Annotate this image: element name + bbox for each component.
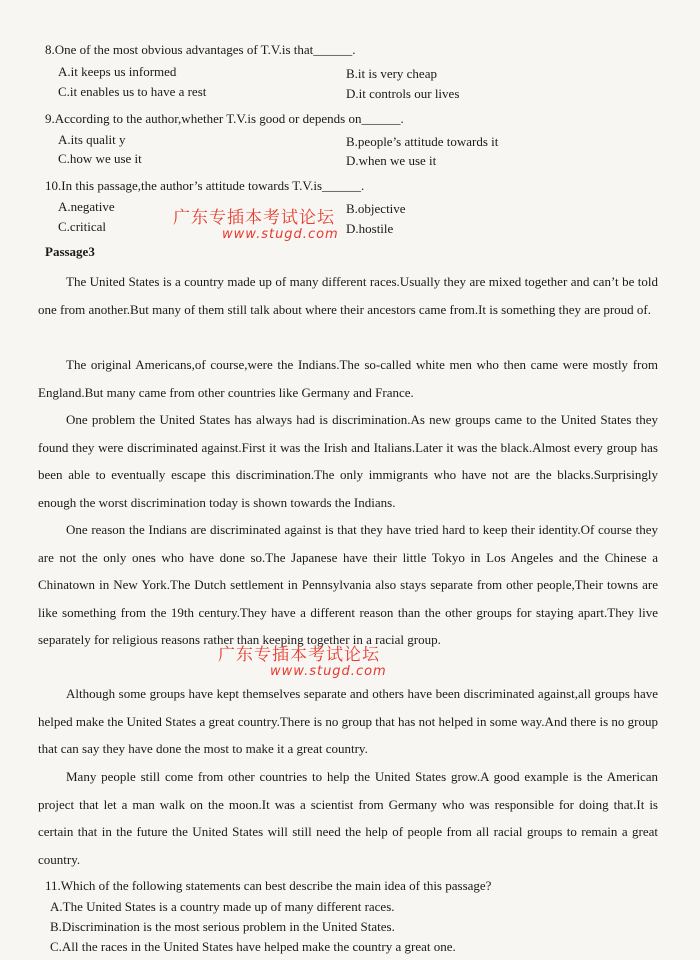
question-9-stem: 9.According to the author,whether T.V.is good or depends on______. (45, 111, 404, 126)
question-8-stem: 8.One of the most obvious advantages of T.V.is that______. (45, 42, 356, 57)
question-10-option-b: B.objective (346, 201, 406, 216)
question-11-option-a: A.The United States is a country made up of many different races. (50, 899, 395, 914)
question-10-stem: 10.In this passage,the author’s attitude towards T.V.is______. (45, 178, 365, 193)
question-9-option-d: D.when we use it (346, 153, 437, 168)
question-10-option-c: C.critical (58, 219, 107, 234)
paragraph: Although some groups have kept themselves separate and others have been discriminated against,all groups have helped make the United States a great country.There is no group that has not helped in some way.And there is no group that can say they have done the most to make it a great country. (38, 686, 658, 757)
question-8-option-a: A.it keeps us informed (58, 64, 177, 79)
question-8-option-c: C.it enables us to have a rest (58, 84, 207, 99)
watermark-chinese: 广东专插本考试论坛 (173, 208, 335, 228)
question-9-option-a: A.its qualit y (58, 132, 126, 147)
paragraph: One problem the United States has always had is discrimination.As new groups came to the United States they found they were discriminated against.First it was the Irish and Italians.Later it was the black.Almost every group has been able to eventually escape this discrimination.The only immigrants who have not are the blacks.Surprisingly enough the worst discrimination today is shown towards the Indians. (38, 412, 658, 510)
question-8-option-b: B.it is very cheap (346, 66, 437, 81)
paragraph: The United States is a country made up of many different races.Usually they are mixed together and can’t be told one from another.But many of them still talk about where their ancestors came from.It is something they are proud of. (38, 274, 658, 317)
question-9-option-b: B.people’s attitude towards it (346, 134, 499, 149)
question-10-option-a: A.negative (58, 199, 115, 214)
watermark-url: www.stugd.com (270, 664, 387, 679)
paragraph: Many people still come from other countries to help the United States grow.A good example is the American project that let a man walk on the moon.It was a scientist from Germany who was responsible for doing that.It is certain that in the future the United States will still need the help of people from all racial groups to remain a great country. (38, 769, 658, 867)
question-10-option-d: D.hostile (346, 221, 394, 236)
paragraph: One reason the Indians are discriminated against is that they have tried hard to keep their identity.Of course they are not the only ones who have done so.The Japanese have their little Tokyo in Los Angeles and the Chinese a Chinatown in New York.The Dutch settlement in Pennsylvania also stays separate from other people,Their towns are like something from the 19th century.They have a different reason than the other groups for staying apart.They live separately for religious reasons rather than keeping together in a racial group. (38, 522, 658, 648)
question-11-option-c: C.All the races in the United States have helped make the country a great one. (50, 939, 456, 954)
paragraph: The original Americans,of course,were the Indians.The so-called white men who then came were mostly from England.But many came from other countries like Germany and France. (38, 357, 658, 400)
question-9-option-c: C.how we use it (58, 151, 142, 166)
question-11-stem: 11.Which of the following statements can best describe the main idea of this passage? (45, 878, 492, 893)
question-11-option-b: B.Discrimination is the most serious problem in the United States. (50, 919, 395, 934)
watermark-chinese: 广东专插本考试论坛 (218, 645, 380, 665)
passage-heading: Passage3 (45, 244, 95, 259)
question-8-option-d: D.it controls our lives (346, 86, 460, 101)
watermark-url: www.stugd.com (222, 227, 339, 242)
